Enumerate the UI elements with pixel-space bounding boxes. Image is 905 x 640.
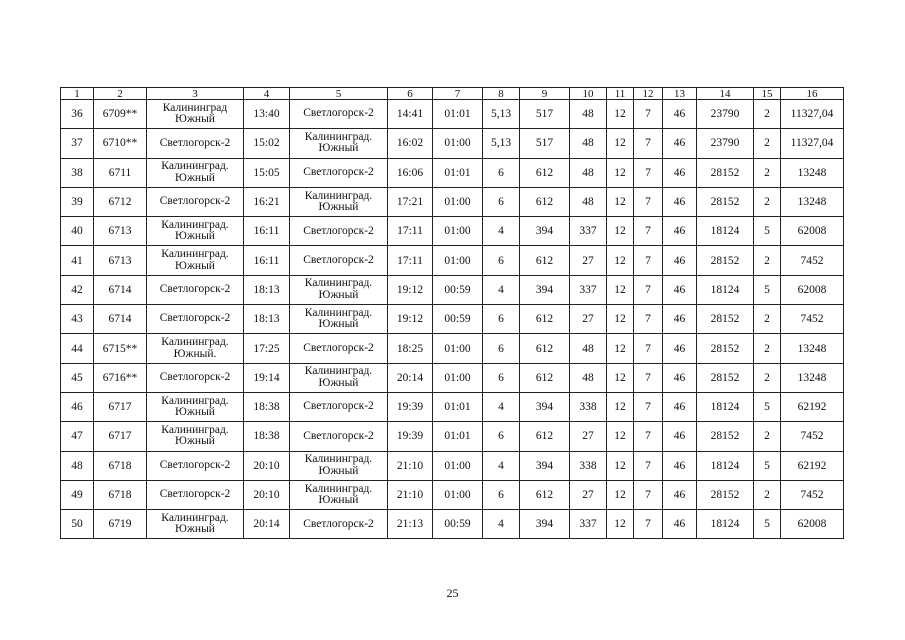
table-cell: 7 [634, 510, 663, 539]
table-cell: 62008 [781, 510, 844, 539]
table-row [61, 422, 844, 451]
table-cell: 337 [570, 275, 607, 304]
table-cell: Светлогорск-2 [147, 187, 244, 216]
page-number: 25 [446, 586, 459, 600]
table-cell: Калининград. Южный [147, 217, 244, 246]
table-cell: 12 [607, 246, 634, 275]
table-cell: 49 [61, 480, 94, 509]
table-cell: 13248 [781, 334, 844, 363]
column-header: 13 [663, 88, 697, 100]
table-cell: Калининград. Южный [290, 363, 388, 392]
table-cell: 46 [663, 305, 697, 334]
table-cell: 46 [663, 334, 697, 363]
table-cell: 2 [754, 100, 781, 129]
table-row [61, 217, 844, 246]
table-cell: 13248 [781, 158, 844, 187]
table-cell: 19:12 [388, 275, 433, 304]
table-cell: Калининград. Южный [147, 392, 244, 421]
column-header: 9 [520, 88, 570, 100]
table-row [61, 510, 844, 539]
table-cell: 6 [483, 187, 520, 216]
table-cell: 28152 [697, 480, 754, 509]
table-cell: 6718 [94, 451, 147, 480]
table-cell: 11327,04 [781, 100, 844, 129]
table-cell: 01:00 [433, 363, 483, 392]
column-header: 6 [388, 88, 433, 100]
column-header: 12 [634, 88, 663, 100]
table-cell: 18124 [697, 510, 754, 539]
table-cell: 7452 [781, 246, 844, 275]
table-cell: 20:10 [244, 451, 290, 480]
table-cell: 612 [520, 422, 570, 451]
table-cell: 394 [520, 510, 570, 539]
table-cell: 01:00 [433, 246, 483, 275]
table-row [61, 275, 844, 304]
table-cell: 01:00 [433, 217, 483, 246]
table-cell: 40 [61, 217, 94, 246]
table-cell: 20:14 [388, 363, 433, 392]
table-cell: 612 [520, 480, 570, 509]
table-cell: Калининград. Южный [290, 187, 388, 216]
table-cell: Светлогорск-2 [147, 305, 244, 334]
table-cell: 00:59 [433, 305, 483, 334]
column-header: 3 [147, 88, 244, 100]
table-cell: 17:11 [388, 246, 433, 275]
table-cell: 2 [754, 422, 781, 451]
table-cell: 23790 [697, 100, 754, 129]
table-cell: 394 [520, 275, 570, 304]
table-cell: 6713 [94, 246, 147, 275]
table-cell: Калининград. Южный [290, 129, 388, 158]
table-cell: 12 [607, 363, 634, 392]
table-cell: 394 [520, 392, 570, 421]
table-cell: 5,13 [483, 129, 520, 158]
table-cell: 28152 [697, 158, 754, 187]
table-cell: 16:11 [244, 246, 290, 275]
column-header: 15 [754, 88, 781, 100]
column-header: 5 [290, 88, 388, 100]
table-cell: 46 [663, 246, 697, 275]
table-cell: 6716** [94, 363, 147, 392]
table-cell: 21:13 [388, 510, 433, 539]
table-cell: 4 [483, 451, 520, 480]
table-row [61, 305, 844, 334]
table-cell: 4 [483, 392, 520, 421]
table-cell: 16:02 [388, 129, 433, 158]
schedule-table [60, 87, 844, 539]
table-cell: 46 [663, 422, 697, 451]
table-cell: 46 [663, 187, 697, 216]
table-cell: 18:38 [244, 392, 290, 421]
table-cell: 12 [607, 275, 634, 304]
table-cell: 12 [607, 100, 634, 129]
table-cell: 6 [483, 363, 520, 392]
table-row [61, 363, 844, 392]
table-cell: 7452 [781, 305, 844, 334]
table-cell: 38 [61, 158, 94, 187]
table-cell: 7 [634, 422, 663, 451]
table-cell: 50 [61, 510, 94, 539]
table-cell: 28152 [697, 334, 754, 363]
table-cell: 46 [663, 100, 697, 129]
table-cell: Светлогорск-2 [147, 363, 244, 392]
table-cell: 12 [607, 422, 634, 451]
table-cell: 12 [607, 451, 634, 480]
table-cell: 43 [61, 305, 94, 334]
table-cell: 2 [754, 305, 781, 334]
table-cell: 46 [663, 158, 697, 187]
table-cell: 13:40 [244, 100, 290, 129]
table-cell: 5,13 [483, 100, 520, 129]
table-cell: 01:01 [433, 392, 483, 421]
table-cell: 6 [483, 422, 520, 451]
table-cell: 612 [520, 187, 570, 216]
table-cell: 7 [634, 187, 663, 216]
table-cell: 7 [634, 480, 663, 509]
table-cell: 00:59 [433, 275, 483, 304]
table-cell: 7 [634, 334, 663, 363]
table-cell: Светлогорск-2 [147, 129, 244, 158]
table-cell: 48 [570, 158, 607, 187]
table-cell: 48 [570, 187, 607, 216]
table-cell: Светлогорск-2 [147, 480, 244, 509]
table-cell: 4 [483, 217, 520, 246]
table-cell: 2 [754, 246, 781, 275]
table-cell: 5 [754, 217, 781, 246]
table-cell: 48 [61, 451, 94, 480]
table-cell: 2 [754, 363, 781, 392]
table-cell: Светлогорск-2 [290, 334, 388, 363]
table-cell: 62192 [781, 451, 844, 480]
table-cell: Калининград Южный [147, 100, 244, 129]
table-cell: 7 [634, 305, 663, 334]
table-cell: 517 [520, 129, 570, 158]
table-cell: 36 [61, 100, 94, 129]
table-cell: 6714 [94, 305, 147, 334]
table-cell: 27 [570, 480, 607, 509]
table-cell: 612 [520, 305, 570, 334]
table-cell: 7 [634, 217, 663, 246]
table-cell: 48 [570, 129, 607, 158]
table-cell: Светлогорск-2 [147, 451, 244, 480]
table-row [61, 451, 844, 480]
table-cell: 18124 [697, 275, 754, 304]
table-cell: 13248 [781, 363, 844, 392]
table-cell: 7 [634, 363, 663, 392]
table-cell: 12 [607, 392, 634, 421]
table-cell: Калининград. Южный [147, 158, 244, 187]
table-cell: 18:13 [244, 275, 290, 304]
table-cell: 21:10 [388, 451, 433, 480]
table-cell: Калининград. Южный [290, 305, 388, 334]
table-row [61, 100, 844, 129]
table-cell: 46 [663, 129, 697, 158]
table-cell: 19:39 [388, 392, 433, 421]
table-cell: 6 [483, 305, 520, 334]
table-cell: Светлогорск-2 [290, 392, 388, 421]
table-cell: 18:13 [244, 305, 290, 334]
table-cell: 14:41 [388, 100, 433, 129]
table-cell: 7452 [781, 422, 844, 451]
table-cell: 12 [607, 129, 634, 158]
table-cell: 47 [61, 422, 94, 451]
table-cell: 16:06 [388, 158, 433, 187]
table-cell: 16:11 [244, 217, 290, 246]
table-cell: 7 [634, 451, 663, 480]
column-header: 16 [781, 88, 844, 100]
table-cell: Калининград. Южный [147, 246, 244, 275]
table-cell: 337 [570, 510, 607, 539]
table-cell: 517 [520, 100, 570, 129]
column-header: 7 [433, 88, 483, 100]
table-cell: 6717 [94, 392, 147, 421]
table-cell: 7 [634, 129, 663, 158]
table-cell: 42 [61, 275, 94, 304]
table-cell: 2 [754, 480, 781, 509]
table-cell: 18124 [697, 392, 754, 421]
table-row [61, 392, 844, 421]
table-cell: 01:01 [433, 100, 483, 129]
table-cell: 13248 [781, 187, 844, 216]
table-cell: 18:38 [244, 422, 290, 451]
table-cell: 12 [607, 187, 634, 216]
table-cell: 48 [570, 100, 607, 129]
table-cell: Калининград. Южный [290, 275, 388, 304]
table-cell: 48 [570, 363, 607, 392]
table-cell: 7452 [781, 480, 844, 509]
table-cell: 338 [570, 392, 607, 421]
table-cell: 01:00 [433, 451, 483, 480]
table-cell: 6713 [94, 217, 147, 246]
table-cell: 15:05 [244, 158, 290, 187]
table-cell: 5 [754, 451, 781, 480]
table-header [61, 88, 844, 100]
table-cell: 2 [754, 158, 781, 187]
table-cell: 6719 [94, 510, 147, 539]
table-cell: 16:21 [244, 187, 290, 216]
table-cell: 62008 [781, 275, 844, 304]
table-cell: 6 [483, 246, 520, 275]
header-row [61, 88, 844, 100]
table-row [61, 129, 844, 158]
table-cell: 41 [61, 246, 94, 275]
table-cell: 44 [61, 334, 94, 363]
table-cell: 12 [607, 480, 634, 509]
table-cell: 46 [663, 392, 697, 421]
table-cell: 46 [61, 392, 94, 421]
table-cell: 6 [483, 334, 520, 363]
table-cell: 12 [607, 158, 634, 187]
table-cell: Светлогорск-2 [290, 100, 388, 129]
table-cell: Калининград. Южный. [147, 334, 244, 363]
table-cell: 19:14 [244, 363, 290, 392]
table-cell: 20:10 [244, 480, 290, 509]
table-cell: 48 [570, 334, 607, 363]
column-header: 11 [607, 88, 634, 100]
table-row [61, 187, 844, 216]
table-cell: 27 [570, 246, 607, 275]
table-cell: 6718 [94, 480, 147, 509]
table-cell: 6 [483, 158, 520, 187]
table-cell: 18124 [697, 451, 754, 480]
table-cell: 00:59 [433, 510, 483, 539]
table-cell: 46 [663, 451, 697, 480]
table-cell: 01:00 [433, 334, 483, 363]
table-cell: 01:00 [433, 129, 483, 158]
table-cell: 7 [634, 158, 663, 187]
table-cell: 6710** [94, 129, 147, 158]
table-cell: 46 [663, 217, 697, 246]
table-cell: 01:01 [433, 158, 483, 187]
table-cell: 28152 [697, 246, 754, 275]
table-cell: 18124 [697, 217, 754, 246]
table-cell: 28152 [697, 305, 754, 334]
table-cell: 18:25 [388, 334, 433, 363]
table-cell: 27 [570, 305, 607, 334]
table-cell: 4 [483, 510, 520, 539]
table-row [61, 334, 844, 363]
table-cell: 2 [754, 187, 781, 216]
table-cell: 6712 [94, 187, 147, 216]
table-cell: 612 [520, 158, 570, 187]
table-cell: 2 [754, 334, 781, 363]
table-cell: 7 [634, 275, 663, 304]
table-cell: 5 [754, 275, 781, 304]
table-cell: 62008 [781, 217, 844, 246]
table-cell: 612 [520, 334, 570, 363]
table-cell: 394 [520, 217, 570, 246]
table-cell: Светлогорск-2 [290, 158, 388, 187]
column-header: 10 [570, 88, 607, 100]
table-cell: Светлогорск-2 [290, 510, 388, 539]
table-cell: 01:00 [433, 187, 483, 216]
table-cell: 5 [754, 510, 781, 539]
table-cell: Калининград. Южный [290, 451, 388, 480]
table-cell: Калининград. Южный [147, 422, 244, 451]
table-cell: 12 [607, 510, 634, 539]
table-cell: 4 [483, 275, 520, 304]
table-cell: 338 [570, 451, 607, 480]
column-header: 2 [94, 88, 147, 100]
column-header: 8 [483, 88, 520, 100]
table-cell: 27 [570, 422, 607, 451]
table-cell: 46 [663, 480, 697, 509]
table-cell: 01:01 [433, 422, 483, 451]
table-cell: 37 [61, 129, 94, 158]
table-cell: Светлогорск-2 [290, 422, 388, 451]
table-cell: 46 [663, 510, 697, 539]
table-cell: 6711 [94, 158, 147, 187]
table-cell: 28152 [697, 187, 754, 216]
column-header: 4 [244, 88, 290, 100]
table-cell: Светлогорск-2 [147, 275, 244, 304]
table-cell: 6 [483, 480, 520, 509]
table-cell: 12 [607, 305, 634, 334]
table-cell: 17:25 [244, 334, 290, 363]
table-cell: 612 [520, 246, 570, 275]
table-cell: 28152 [697, 422, 754, 451]
table-row [61, 158, 844, 187]
table-cell: 11327,04 [781, 129, 844, 158]
table-cell: 7 [634, 392, 663, 421]
table-cell: 39 [61, 187, 94, 216]
table-cell: 17:11 [388, 217, 433, 246]
table-cell: 28152 [697, 363, 754, 392]
table-cell: 20:14 [244, 510, 290, 539]
table-cell: 337 [570, 217, 607, 246]
table-cell: 19:39 [388, 422, 433, 451]
table-row [61, 480, 844, 509]
table-cell: 6717 [94, 422, 147, 451]
table-cell: Калининград. Южный [147, 510, 244, 539]
table-cell: 6715** [94, 334, 147, 363]
table-cell: 6714 [94, 275, 147, 304]
table-cell: 7 [634, 246, 663, 275]
table-row [61, 246, 844, 275]
table-cell: 394 [520, 451, 570, 480]
table-cell: Светлогорск-2 [290, 246, 388, 275]
table-cell: 45 [61, 363, 94, 392]
table-cell: 15:02 [244, 129, 290, 158]
table-cell: Светлогорск-2 [290, 217, 388, 246]
table-cell: 46 [663, 275, 697, 304]
table-cell: Калининград. Южный [290, 480, 388, 509]
table-cell: 01:00 [433, 480, 483, 509]
table-cell: 7 [634, 100, 663, 129]
table-cell: 2 [754, 129, 781, 158]
table-cell: 21:10 [388, 480, 433, 509]
column-header: 1 [61, 88, 94, 100]
table-cell: 12 [607, 217, 634, 246]
table-cell: 17:21 [388, 187, 433, 216]
table-cell: 19:12 [388, 305, 433, 334]
table-cell: 46 [663, 363, 697, 392]
table-cell: 62192 [781, 392, 844, 421]
table-body [61, 100, 844, 539]
table-cell: 6709** [94, 100, 147, 129]
table-cell: 23790 [697, 129, 754, 158]
table-cell: 12 [607, 334, 634, 363]
table-cell: 612 [520, 363, 570, 392]
column-header: 14 [697, 88, 754, 100]
table-cell: 5 [754, 392, 781, 421]
